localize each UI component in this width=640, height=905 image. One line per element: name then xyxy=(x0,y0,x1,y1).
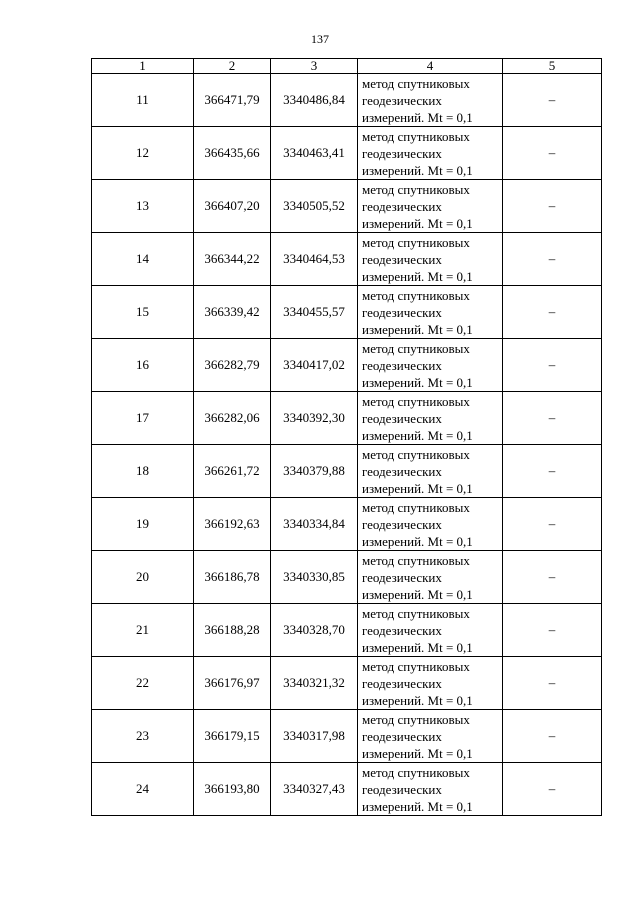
y-coordinate-cell: 3340327,43 xyxy=(271,763,358,816)
method-cell xyxy=(358,180,503,233)
note-cell: – xyxy=(503,233,602,286)
note-cell: – xyxy=(503,604,602,657)
column-header-1: 1 xyxy=(92,59,194,74)
note-cell: – xyxy=(503,392,602,445)
method-line: геодезических xyxy=(362,728,442,744)
point-number-cell: 14 xyxy=(92,233,194,286)
method-line: измерений. Mt = 0,1 xyxy=(362,798,473,814)
point-number-cell: 18 xyxy=(92,445,194,498)
table-row xyxy=(92,710,602,763)
x-coordinate-cell: 366176,97 xyxy=(194,657,271,710)
method-cell xyxy=(358,74,503,127)
y-coordinate-cell: 3340455,57 xyxy=(271,286,358,339)
table-row xyxy=(92,498,602,551)
point-number-cell: 19 xyxy=(92,498,194,551)
x-coordinate-cell: 366435,66 xyxy=(194,127,271,180)
note-cell: – xyxy=(503,339,602,392)
method-line: геодезических xyxy=(362,198,442,214)
method-line: метод спутниковых xyxy=(362,711,470,727)
method-line: метод спутниковых xyxy=(362,393,470,409)
method-line: геодезических xyxy=(362,675,442,691)
method-line: метод спутниковых xyxy=(362,658,470,674)
method-line: геодезических xyxy=(362,357,442,373)
note-cell: – xyxy=(503,763,602,816)
method-line: геодезических xyxy=(362,410,442,426)
x-coordinate-cell: 366193,80 xyxy=(194,763,271,816)
point-number-cell: 20 xyxy=(92,551,194,604)
method-line: измерений. Mt = 0,1 xyxy=(362,745,473,761)
table-row xyxy=(92,763,602,816)
method-line: геодезических xyxy=(362,304,442,320)
table-row xyxy=(92,445,602,498)
point-number-cell: 23 xyxy=(92,710,194,763)
method-cell xyxy=(358,127,503,180)
method-line: метод спутниковых xyxy=(362,75,470,91)
x-coordinate-cell: 366179,15 xyxy=(194,710,271,763)
table-row xyxy=(92,127,602,180)
point-number-cell: 11 xyxy=(92,74,194,127)
point-number-cell: 13 xyxy=(92,180,194,233)
note-cell: – xyxy=(503,445,602,498)
x-coordinate-cell: 366186,78 xyxy=(194,551,271,604)
table-row xyxy=(92,233,602,286)
method-line: измерений. Mt = 0,1 xyxy=(362,162,473,178)
method-line: метод спутниковых xyxy=(362,234,470,250)
method-line: измерений. Mt = 0,1 xyxy=(362,639,473,655)
table-row xyxy=(92,392,602,445)
column-header-2: 2 xyxy=(194,59,271,74)
method-cell xyxy=(358,551,503,604)
y-coordinate-cell: 3340334,84 xyxy=(271,498,358,551)
column-header-3: 3 xyxy=(271,59,358,74)
method-line: метод спутниковых xyxy=(362,605,470,621)
point-number-cell: 16 xyxy=(92,339,194,392)
table-row xyxy=(92,286,602,339)
page-number: 137 xyxy=(311,32,329,46)
point-number-cell: 17 xyxy=(92,392,194,445)
method-cell xyxy=(358,710,503,763)
note-cell: – xyxy=(503,551,602,604)
method-line: геодезических xyxy=(362,92,442,108)
method-line: измерений. Mt = 0,1 xyxy=(362,480,473,496)
method-line: метод спутниковых xyxy=(362,128,470,144)
method-line: измерений. Mt = 0,1 xyxy=(362,268,473,284)
x-coordinate-cell: 366407,20 xyxy=(194,180,271,233)
method-line: метод спутниковых xyxy=(362,764,470,780)
x-coordinate-cell: 366471,79 xyxy=(194,74,271,127)
method-line: геодезических xyxy=(362,145,442,161)
method-line: измерений. Mt = 0,1 xyxy=(362,215,473,231)
method-line: геодезических xyxy=(362,516,442,532)
y-coordinate-cell: 3340505,52 xyxy=(271,180,358,233)
point-number-cell: 21 xyxy=(92,604,194,657)
note-cell: – xyxy=(503,710,602,763)
note-cell: – xyxy=(503,498,602,551)
x-coordinate-cell: 366261,72 xyxy=(194,445,271,498)
method-cell xyxy=(358,445,503,498)
y-coordinate-cell: 3340330,85 xyxy=(271,551,358,604)
method-line: измерений. Mt = 0,1 xyxy=(362,374,473,390)
point-number-cell: 15 xyxy=(92,286,194,339)
method-cell xyxy=(358,392,503,445)
table-row xyxy=(92,551,602,604)
method-cell xyxy=(358,286,503,339)
table-row xyxy=(92,74,602,127)
method-line: геодезических xyxy=(362,569,442,585)
method-line: геодезических xyxy=(362,251,442,267)
y-coordinate-cell: 3340463,41 xyxy=(271,127,358,180)
note-cell: – xyxy=(503,74,602,127)
note-cell: – xyxy=(503,286,602,339)
coordinates-table xyxy=(91,58,602,816)
method-line: геодезических xyxy=(362,622,442,638)
method-cell xyxy=(358,233,503,286)
y-coordinate-cell: 3340328,70 xyxy=(271,604,358,657)
note-cell: – xyxy=(503,127,602,180)
y-coordinate-cell: 3340464,53 xyxy=(271,233,358,286)
method-line: измерений. Mt = 0,1 xyxy=(362,586,473,602)
y-coordinate-cell: 3340486,84 xyxy=(271,74,358,127)
column-header-5: 5 xyxy=(503,59,602,74)
table-header-row xyxy=(92,59,602,74)
method-line: метод спутниковых xyxy=(362,287,470,303)
point-number-cell: 12 xyxy=(92,127,194,180)
method-line: метод спутниковых xyxy=(362,446,470,462)
y-coordinate-cell: 3340417,02 xyxy=(271,339,358,392)
x-coordinate-cell: 366188,28 xyxy=(194,604,271,657)
method-line: измерений. Mt = 0,1 xyxy=(362,692,473,708)
y-coordinate-cell: 3340379,88 xyxy=(271,445,358,498)
x-coordinate-cell: 366282,79 xyxy=(194,339,271,392)
column-header-4: 4 xyxy=(358,59,503,74)
x-coordinate-cell: 366339,42 xyxy=(194,286,271,339)
note-cell: – xyxy=(503,657,602,710)
method-line: метод спутниковых xyxy=(362,499,470,515)
method-line: метод спутниковых xyxy=(362,181,470,197)
method-cell xyxy=(358,657,503,710)
y-coordinate-cell: 3340392,30 xyxy=(271,392,358,445)
note-cell: – xyxy=(503,180,602,233)
table-row xyxy=(92,339,602,392)
table-row xyxy=(92,180,602,233)
x-coordinate-cell: 366344,22 xyxy=(194,233,271,286)
x-coordinate-cell: 366192,63 xyxy=(194,498,271,551)
method-cell xyxy=(358,498,503,551)
method-cell xyxy=(358,763,503,816)
method-line: измерений. Mt = 0,1 xyxy=(362,533,473,549)
method-line: метод спутниковых xyxy=(362,552,470,568)
method-line: измерений. Mt = 0,1 xyxy=(362,321,473,337)
method-line: метод спутниковых xyxy=(362,340,470,356)
method-cell xyxy=(358,339,503,392)
x-coordinate-cell: 366282,06 xyxy=(194,392,271,445)
method-line: геодезических xyxy=(362,781,442,797)
method-cell xyxy=(358,604,503,657)
y-coordinate-cell: 3340317,98 xyxy=(271,710,358,763)
table-body xyxy=(92,74,602,816)
table-row xyxy=(92,604,602,657)
method-line: геодезических xyxy=(362,463,442,479)
point-number-cell: 22 xyxy=(92,657,194,710)
method-line: измерений. Mt = 0,1 xyxy=(362,109,473,125)
y-coordinate-cell: 3340321,32 xyxy=(271,657,358,710)
point-number-cell: 24 xyxy=(92,763,194,816)
method-line: измерений. Mt = 0,1 xyxy=(362,427,473,443)
table-row xyxy=(92,657,602,710)
